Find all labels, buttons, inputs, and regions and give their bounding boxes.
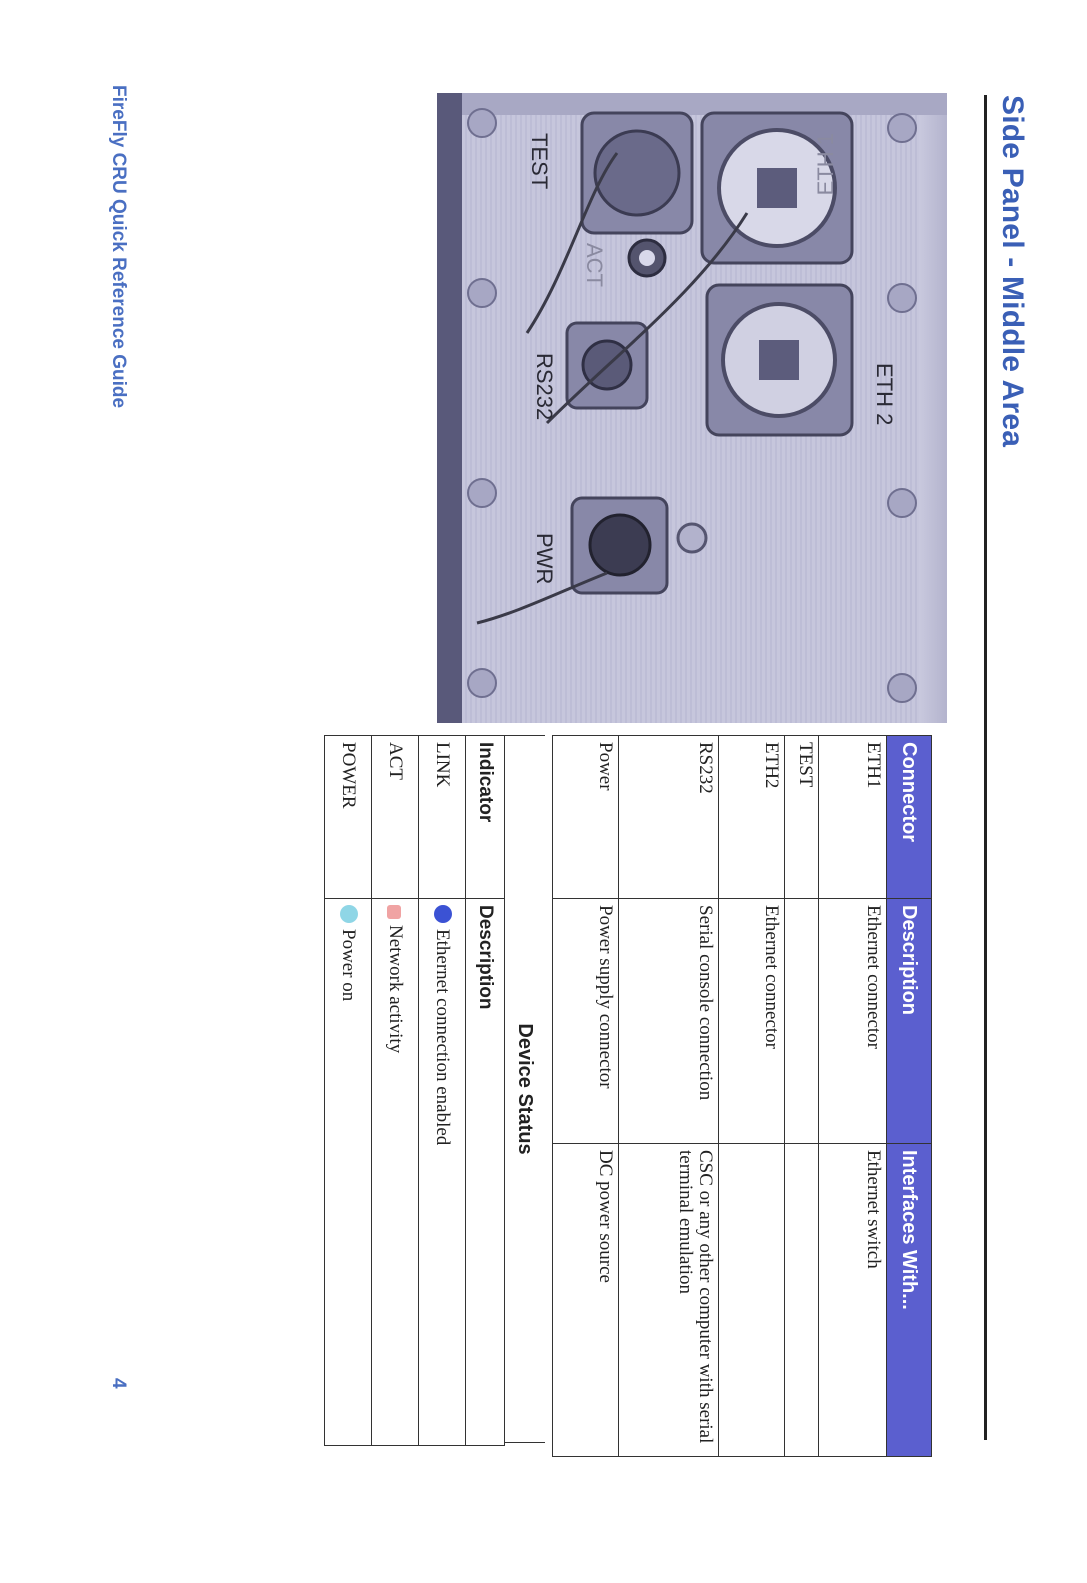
header-connector: Connector bbox=[887, 736, 932, 899]
table-row bbox=[325, 736, 372, 1446]
indicator-description-text: Power on bbox=[338, 929, 359, 1002]
table-row bbox=[372, 736, 419, 1446]
header-interfaces: Interfaces With... bbox=[887, 1144, 932, 1457]
connector-cell: TEST bbox=[785, 736, 819, 899]
indicator-description-cell bbox=[372, 899, 419, 1446]
interfaces-cell: Ethernet switch bbox=[819, 1144, 887, 1457]
indicator-cell: POWER bbox=[325, 736, 372, 899]
bolt-icon bbox=[468, 669, 496, 697]
pwr-connector bbox=[572, 498, 667, 593]
screw-icon bbox=[678, 524, 706, 552]
header-indicator-description: Description bbox=[466, 899, 505, 1446]
description-cell: Ethernet connector bbox=[819, 899, 887, 1144]
table-row bbox=[419, 736, 466, 1446]
table-row bbox=[719, 736, 785, 1457]
page-number: 4 bbox=[108, 1378, 129, 1389]
pwr-photo-label: PWR bbox=[532, 533, 557, 585]
interfaces-cell: CSC or any other computer with serial terminal emulation bbox=[619, 1144, 719, 1457]
description-cell: Power supply connector bbox=[553, 899, 619, 1144]
cyan-led-icon bbox=[340, 905, 358, 923]
connector-cell: RS232 bbox=[619, 736, 719, 899]
bolt-icon bbox=[888, 674, 916, 702]
act-led-icon bbox=[629, 240, 665, 276]
table-row bbox=[619, 736, 719, 1457]
interfaces-cell bbox=[719, 1144, 785, 1457]
eth2-photo-label: ETH 2 bbox=[872, 363, 897, 426]
description-cell: Serial console connection bbox=[619, 899, 719, 1144]
eth1-photo-label: ETH 1 bbox=[813, 133, 838, 196]
indicator-description-cell bbox=[325, 899, 372, 1446]
bolt-icon bbox=[468, 479, 496, 507]
device-status-title: Device Status bbox=[505, 735, 545, 1443]
indicator-table bbox=[324, 735, 505, 1446]
indicator-description-cell bbox=[419, 899, 466, 1446]
table-row bbox=[785, 736, 819, 1457]
bolt-icon bbox=[468, 109, 496, 137]
indicator-description-text: Network activity bbox=[385, 925, 406, 1054]
indicator-cell: LINK bbox=[419, 736, 466, 899]
test-photo-label: TEST bbox=[527, 133, 552, 190]
header-indicator: Indicator bbox=[466, 736, 505, 899]
rs232-photo-label: RS232 bbox=[532, 353, 557, 421]
bolt-icon bbox=[468, 279, 496, 307]
indicator-cell: ACT bbox=[372, 736, 419, 899]
description-cell bbox=[785, 899, 819, 1144]
test-connector bbox=[582, 113, 692, 233]
bolt-icon bbox=[888, 114, 916, 142]
description-cell: Ethernet connector bbox=[719, 899, 785, 1144]
table-row bbox=[553, 736, 619, 1457]
blue-led-icon bbox=[434, 905, 452, 923]
interfaces-cell bbox=[785, 1144, 819, 1457]
red-led-icon bbox=[387, 905, 401, 919]
side-panel-photo bbox=[437, 93, 947, 723]
indicator-description-text: Ethernet connection enabled bbox=[432, 929, 453, 1146]
bolt-icon bbox=[888, 284, 916, 312]
footer-guide-title: FireFly CRU Quick Reference Guide bbox=[108, 85, 129, 409]
indicator-table-header bbox=[466, 736, 505, 1446]
connector-cell: ETH2 bbox=[719, 736, 785, 899]
connector-table-header bbox=[887, 736, 932, 1457]
connector-cell: Power bbox=[553, 736, 619, 899]
eth2-connector bbox=[707, 285, 852, 435]
header-description: Description bbox=[887, 899, 932, 1144]
bolt-icon bbox=[888, 489, 916, 517]
page-title: Side Panel - Middle Area bbox=[996, 95, 1029, 448]
interfaces-cell: DC power source bbox=[553, 1144, 619, 1457]
table-row bbox=[819, 736, 887, 1457]
connector-table bbox=[552, 735, 932, 1457]
connector-cell: ETH1 bbox=[819, 736, 887, 899]
act-photo-label: ACT bbox=[582, 243, 607, 287]
title-rule bbox=[984, 95, 987, 1440]
